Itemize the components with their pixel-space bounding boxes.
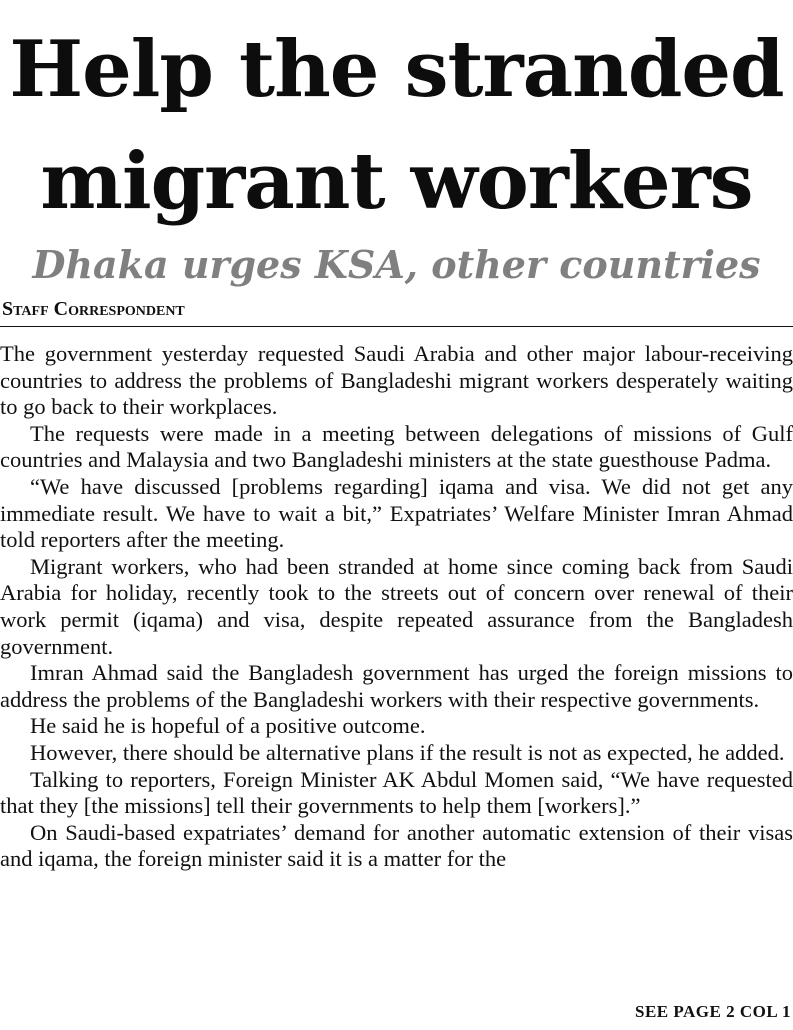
article-paragraph: However, there should be alternative plans if the result is not as expected, he added. bbox=[30, 739, 785, 765]
article-paragraph: The government yesterday requested Saudi Arabia and other major labour-receiving countries to address the problems of Bangladeshi migrant workers desperately waiting to go back to their workplaces. bbox=[0, 341, 793, 420]
article-paragraph: Imran Ahmad said the Bangladesh government has urged the foreign missions to address the problems of the Bangladeshi workers with their respective governments. bbox=[0, 660, 793, 712]
headline bbox=[0, 0, 793, 238]
subheadline: Dhaka urges KSA, other countries bbox=[32, 242, 761, 287]
article-body bbox=[0, 327, 793, 873]
article-paragraph: Talking to reporters, Foreign Minister AK Abdul Momen said, “We have requested that they [the missions] tell their governments to help them [workers].” bbox=[0, 766, 793, 819]
continued-jump-line: SEE PAGE 2 COL 1 bbox=[635, 1002, 791, 1021]
article-paragraph: On Saudi-based expatriates’ demand for another automatic extension of their visas and iqama, the foreign minister said it is a matter for the bbox=[0, 819, 793, 872]
headline-line-2: migrant workers bbox=[40, 136, 753, 227]
article-paragraph: The requests were made in a meeting between delegations of missions of Gulf countries and Malaysia and two Bangladeshi ministers at the state guesthouse Padma. bbox=[0, 420, 793, 473]
article-paragraph: Migrant workers, who had been stranded at home since coming back from Saudi Arabia for holiday, recently took to the streets out of concern over renewal of their work permit (iqama) and visa, despite repeated assurance from the Bangladesh government. bbox=[0, 553, 793, 659]
article-paragraph: He said he is hopeful of a positive outcome. bbox=[30, 713, 426, 739]
article-paragraph: “We have discussed [problems regarding] iqama and visa. We did not get any immediate result. We have to wait a bit,” Expatriates’ Welfare Minister Imran Ahmad told reporters after the meeting. bbox=[0, 473, 793, 553]
byline: Staff Correspondent bbox=[2, 298, 185, 320]
headline-line-1: Help the stranded bbox=[9, 24, 784, 115]
